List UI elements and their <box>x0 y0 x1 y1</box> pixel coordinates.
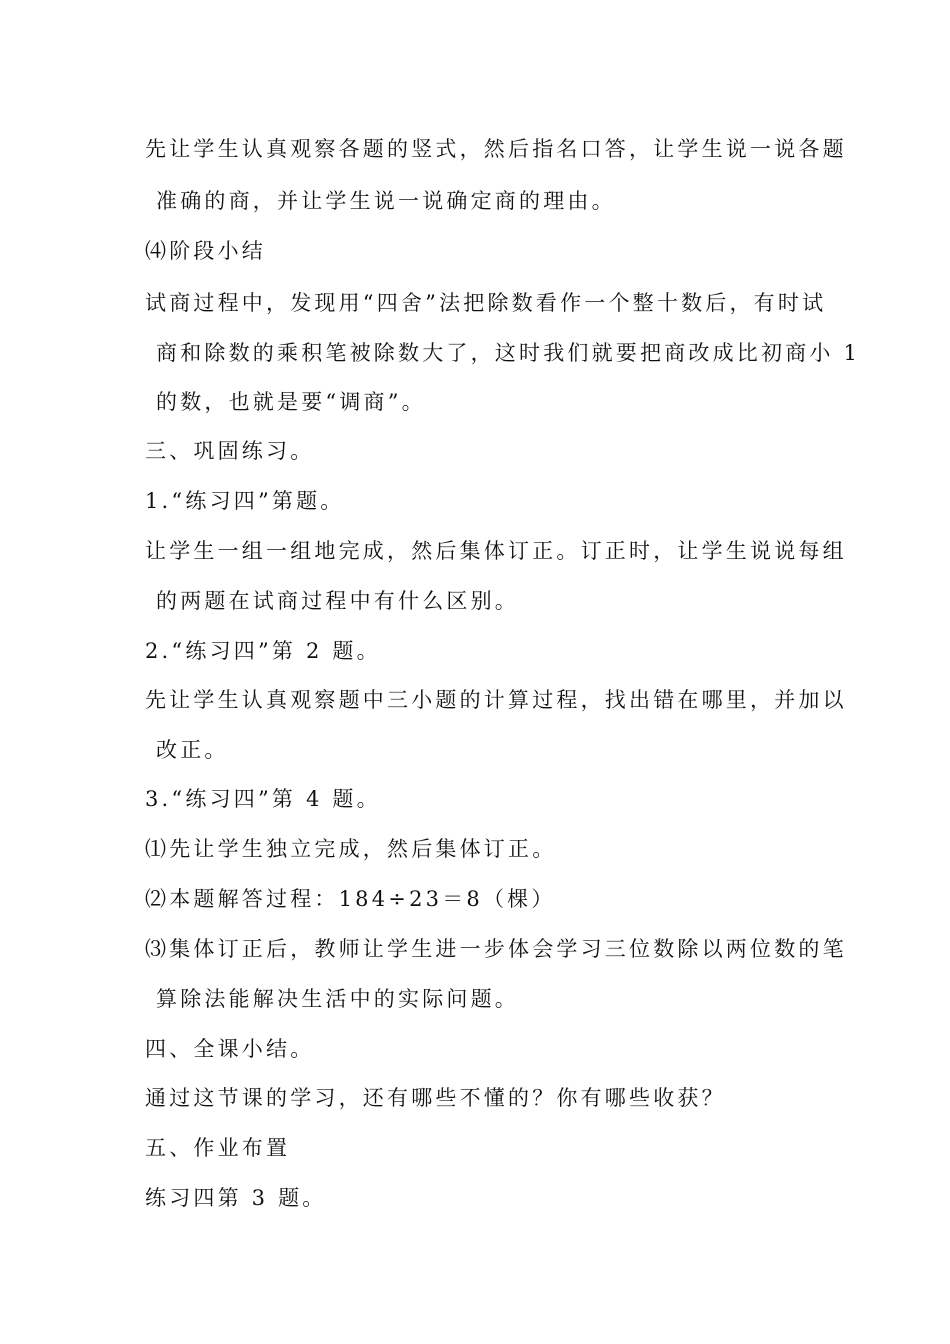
paragraph-line: 准确的商，并让学生说一说确定商的理由。 <box>156 189 616 213</box>
paragraph-line: 商和除数的乘积笔被除数大了，这时我们就要把商改成比初商小 1 <box>156 341 861 365</box>
paragraph-line: 让学生一组一组地完成，然后集体订正。订正时，让学生说说每组 <box>145 539 847 563</box>
list-item: 2.“练习四”第 2 题。 <box>145 639 381 663</box>
list-item: ⑴先让学生独立完成，然后集体订正。 <box>145 837 557 861</box>
paragraph-line: 的数，也就是要“调商”。 <box>156 390 426 414</box>
paragraph-line: 先让学生认真观察题中三小题的计算过程，找出错在哪里，并加以 <box>145 688 847 712</box>
list-item: 1.“练习四”第题。 <box>145 489 345 513</box>
section-heading: 四、全课小结。 <box>145 1037 315 1061</box>
section-heading: 五、作业布置 <box>145 1136 291 1160</box>
paragraph-line: 通过这节课的学习，还有哪些不懂的？你有哪些收获？ <box>145 1086 726 1110</box>
paragraph-line: 先让学生认真观察各题的竖式，然后指名口答，让学生说一说各题 <box>145 137 847 161</box>
paragraph-line: 算除法能解决生活中的实际问题。 <box>156 987 519 1011</box>
list-item: ⑶集体订正后，教师让学生进一步体会学习三位数除以两位数的笔 <box>145 937 847 961</box>
paragraph-line: 的两题在试商过程中有什么区别。 <box>156 589 519 613</box>
paragraph-line: 改正。 <box>156 738 229 762</box>
paragraph-line: 试商过程中，发现用“四舍”法把除数看作一个整十数后，有时试 <box>145 291 827 315</box>
list-item: 3.“练习四”第 4 题。 <box>145 787 381 811</box>
section-heading: ⑷阶段小结 <box>145 239 266 263</box>
list-item: ⑵本题解答过程：184÷23＝8（棵） <box>145 887 556 911</box>
section-heading: 三、巩固练习。 <box>145 439 315 463</box>
paragraph-line: 练习四第 3 题。 <box>145 1186 327 1210</box>
